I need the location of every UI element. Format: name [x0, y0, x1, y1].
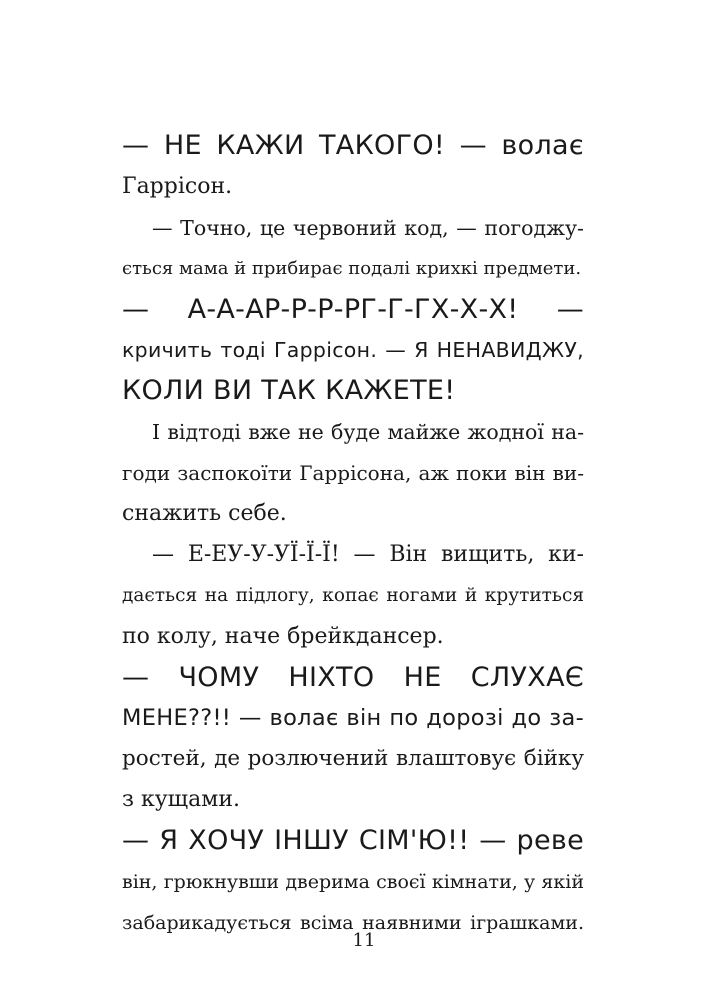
text-line: ється мама й прибирає подалі крихкі предмети.	[122, 257, 582, 279]
text-line: — Точно, це червоний код, — погоджу-	[152, 215, 584, 240]
text-line: ростей, де розлючений влаштовує бійку	[122, 746, 584, 772]
text-line: — Е-ЕУ-У-УЇ-Ї-Ї! — Він вищить, ки-	[152, 541, 584, 567]
text-line: І відтоді вже не буде майже жодної на-	[152, 420, 584, 445]
page-number: 11	[352, 930, 376, 951]
text-line: з кущами.	[122, 787, 241, 813]
text-line: МЕНЕ??!! — волає він по дорозі до за-	[122, 705, 584, 732]
text-line: КОЛИ ВИ ТАК КАЖЕТЕ!	[122, 375, 456, 407]
text-line: годи заспокоїти Гаррісона, аж поки він ви-	[122, 461, 584, 486]
text-line: — НЕ КАЖИ ТАКОГО! — волає	[122, 130, 584, 161]
text-line: — А-А-АР-Р-Р-РГ-Г-ГХ-Х-Х! —	[122, 293, 584, 325]
text-line: по колу, наче брейкдансер.	[122, 623, 444, 649]
text-line: дається на підлогу, копає ногами й крутиться	[122, 584, 584, 606]
text-line: Гаррісон.	[122, 173, 233, 199]
text-line: він, грюкнувши дверима своєї кімнати, у якій	[122, 871, 584, 894]
text-line: — Я ХОЧУ ІНШУ СІМ'Ю!! — реве	[122, 825, 584, 857]
body-text	[122, 126, 584, 944]
text-line: снажить себе.	[122, 501, 287, 527]
text-line: — ЧОМУ НІХТО НЕ СЛУХАЄ	[122, 661, 584, 693]
text-line: забарикадується всіма наявними іграшками.	[122, 911, 584, 934]
text-line: кричить тоді Гаррісон. — Я НЕНАВИДЖУ,	[122, 338, 584, 363]
